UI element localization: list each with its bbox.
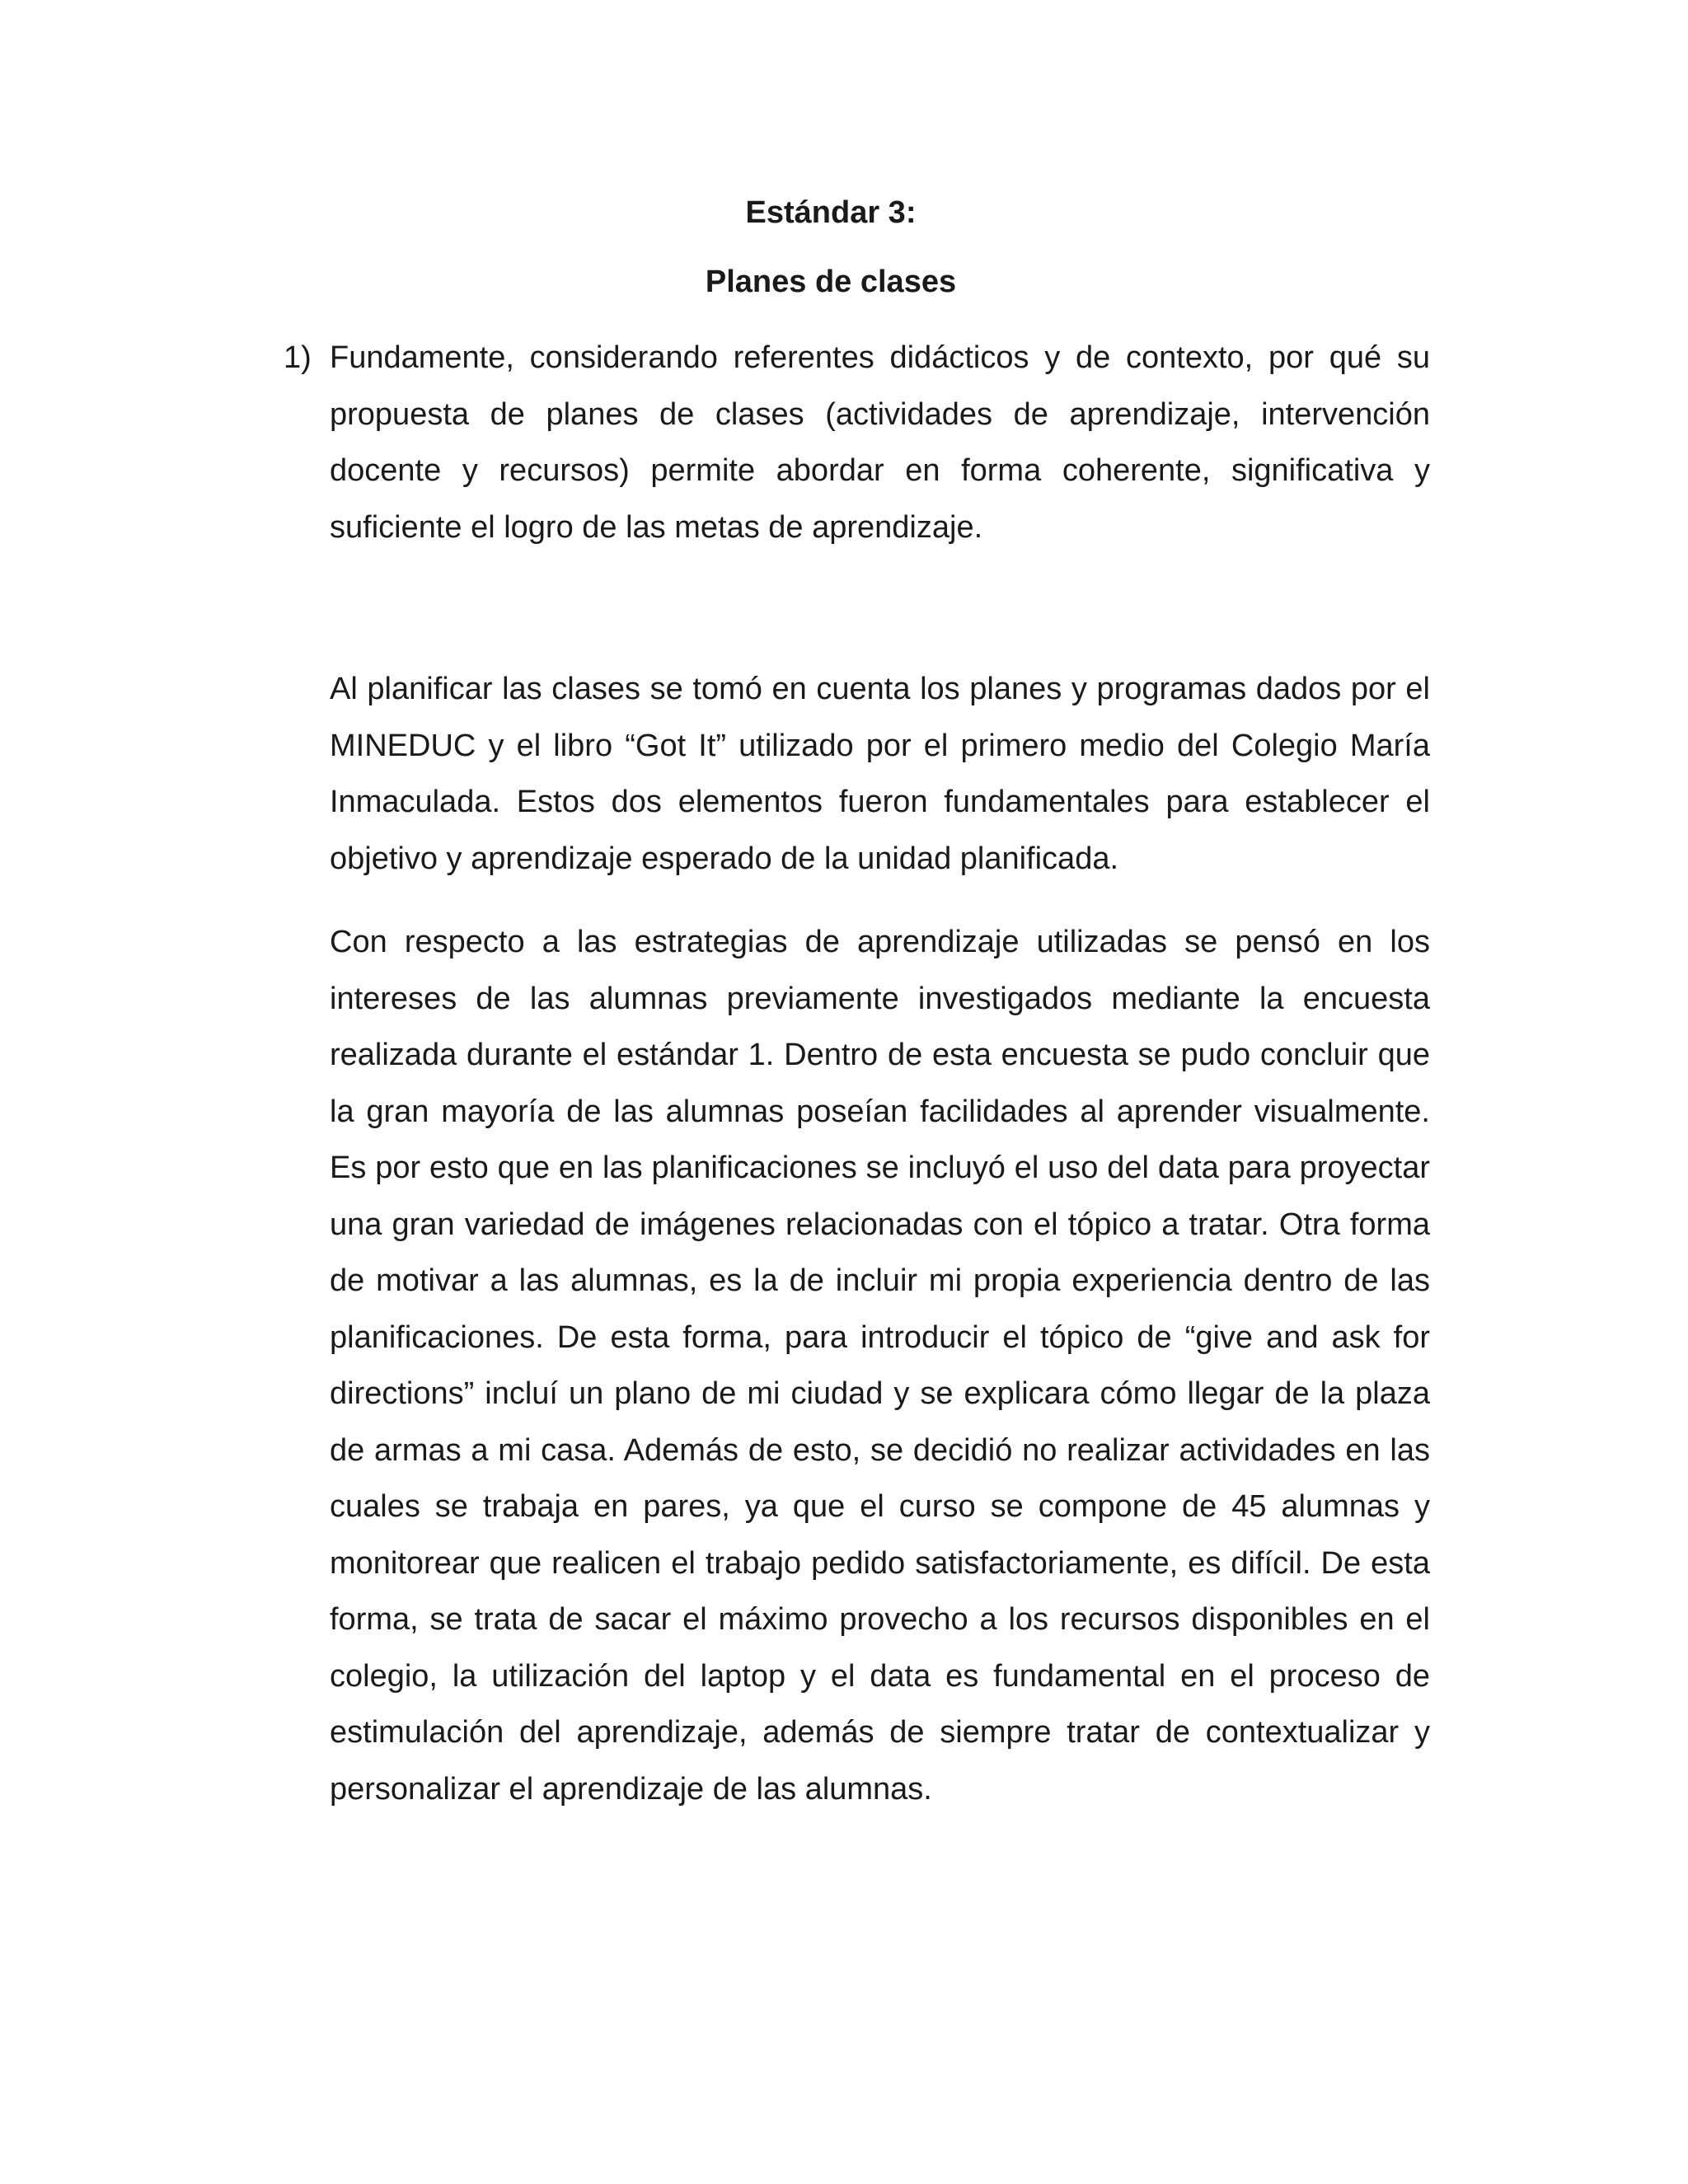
answer-paragraph-1: Al planificar las clases se tomó en cuenta los planes y programas dados por el MINEDUC y el libro “Got It” utilizado por el primero medio del Colegio María Inmaculada. Estos dos elementos fueron fundamentales para establecer el objetivo y aprendizaje esperado de la unidad planificada. bbox=[330, 672, 1430, 876]
answer-paragraph-2: Con respecto a las estrategias de aprendizaje utilizadas se pensó en los intereses de las alumnas previamente investigados mediante la encuesta realizada durante el estándar 1. Dentro de esta encuesta se pudo concluir que la gran mayoría de las alumnas poseían facilidades al aprender visualmente. Es por esto que en las planificaciones se incluyó el uso del data para proyectar una gran variedad de imágenes relacionadas con el tópico a tratar. Otra forma de motivar a las alumnas, es la de incluir mi propia experiencia dentro de las planificaciones. De esta forma, para introducir el tópico de “give and ask for directions” incluí un plano de mi ciudad y se explicara cómo llegar de la plaza de armas a mi casa. Además de esto, se decidió no realizar actividades en las cuales se trabaja en pares, ya que el curso se compone de 45 alumnas y monitorear que realicen el trabajo pedido satisfactoriamente, es difícil. De esta forma, se trata de sacar el máximo provecho a los recursos disponibles en el colegio, la utilización del laptop y el data es fundamental en el proceso de estimulación del aprendizaje, además de siempre tratar de contextualizar y personalizar el aprendizaje de las alumnas. bbox=[330, 925, 1430, 1807]
standard-heading: Estándar 3: bbox=[745, 195, 917, 230]
question-number: 1) bbox=[284, 340, 312, 375]
section-title: Planes de clases bbox=[705, 265, 957, 299]
question-text: Fundamente, considerando referentes didácticos y de contexto, por qué su propuesta de planes de clases (actividades de aprendizaje, intervención docente y recursos) permite abordar en forma coherente, significativa y suficiente el logro de las metas de aprendizaje. bbox=[330, 340, 1430, 545]
